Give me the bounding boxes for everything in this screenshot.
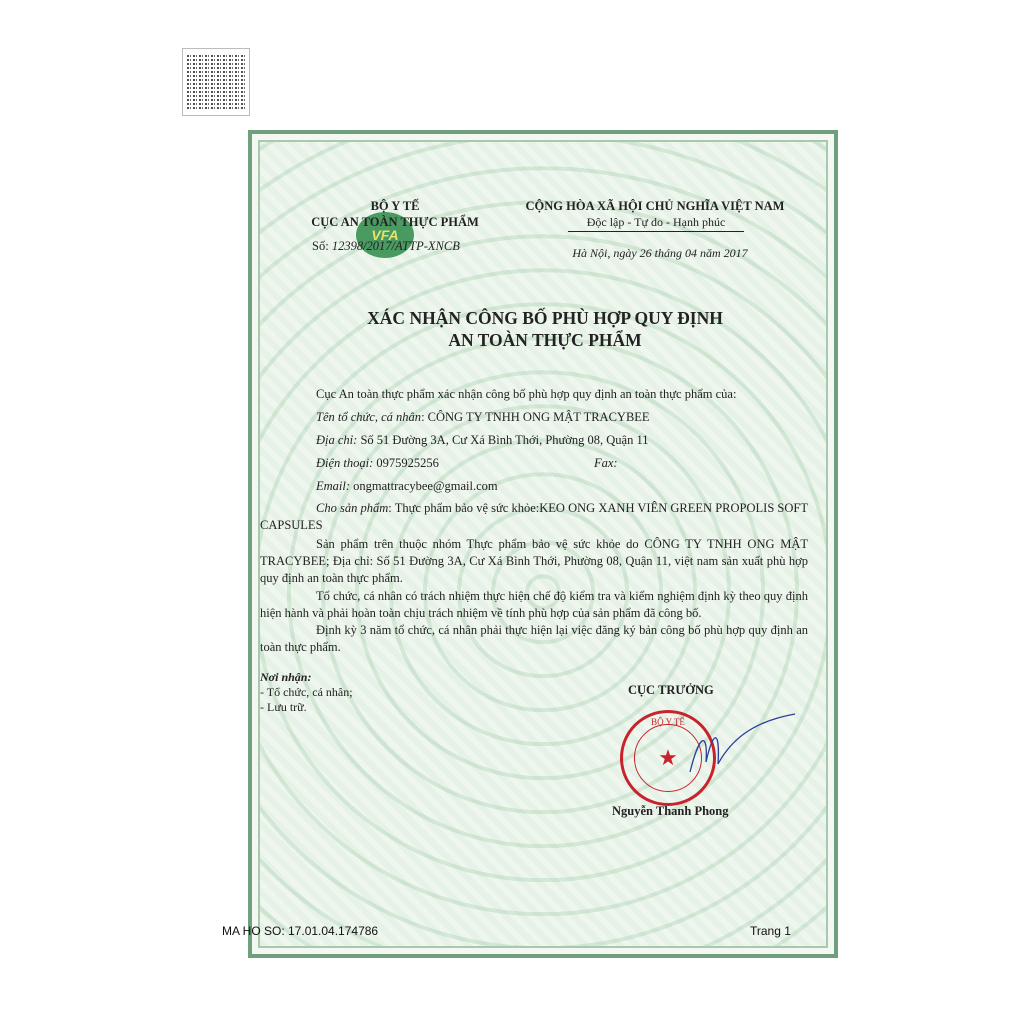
document-title-line1: XÁC NHẬN CÔNG BỐ PHÙ HỢP QUY ĐỊNH [367,308,723,328]
vfa-logo: VFA [356,212,414,258]
qr-code [182,48,250,116]
issue-date: Hà Nội, ngày 26 tháng 04 năm 2017 [572,246,748,260]
intro-text: Cục An toàn thực phẩm xác nhận công bố phù hợp quy định an toàn thực phẩm của: [316,387,737,401]
paragraph-responsibility: Tổ chức, cá nhân có trách nhiệm thực hiện chế độ kiểm tra và kiểm nghiệm định kỳ theo quy định hiện hành và phải hoàn toàn chịu trách nhiệm về tính phù hợp của sản phẩm đã công bố. [260,589,808,620]
signature-scribble [680,712,800,782]
paragraph-compliance: Sản phẩm trên thuộc nhóm Thực phẩm bảo vệ sức khỏe do CÔNG TY TNHH ONG MẬT TRACYBEE; Địa chỉ: Số 51 Đường 3A, Cư Xá Bình Thới, Phường 08, Quận 11, việt nam sản xuất phù hợp quy định an toàn thực phẩm. [260,537,808,585]
country-name: CỘNG HÒA XÃ HỘI CHỦ NGHĨA VIỆT NAM [525,199,785,213]
ministry-name: BỘ Y TẾ [370,199,420,213]
agency-name: CỤC AN TOÀN THỰC PHẨM [311,215,479,229]
recipients-label: Nơi nhận: [260,670,312,684]
star-emblem-icon: ★ [634,724,702,792]
product: Cho sản phẩm: Thực phẩm bảo vệ sức khỏe:KEO ONG XANH VIÊN GREEN PROPOLIS SOFT CAPSULES [260,501,808,532]
paragraph-renewal: Định kỳ 3 năm tổ chức, cá nhân phải thực hiện lại việc đăng ký bản công bố phù hợp quy định an toàn thực phẩm. [260,623,808,654]
signer-title: CỤC TRƯỞNG [628,683,714,697]
recipient-item: - Tổ chức, cá nhân; [260,685,353,699]
recipient-item: - Lưu trữ. [260,700,307,714]
address: Địa chỉ: Số 51 Đường 3A, Cư Xá Bình Thới, Phường 08, Quận 11 [316,433,649,447]
file-code: MA HO SO: 17.01.04.174786 [222,924,379,938]
email: Email: ongmattracybee@gmail.com [316,479,498,493]
signer-name: Nguyễn Thanh Phong [612,804,729,818]
document-number: Số: 12398/2017/ATTP-XNCB [312,239,460,253]
seal-text: BỘ Y TẾ [651,717,685,727]
page-number: Trang 1 [750,924,791,938]
document-title-line2: AN TOÀN THỰC PHẨM [448,330,642,350]
fax: Fax: [594,456,618,470]
motto: Độc lập - Tự do - Hạnh phúc [568,215,744,232]
organization: Tên tổ chức, cá nhân: CÔNG TY TNHH ONG MẬT TRACYBEE [316,410,650,424]
phone: Điện thoại: 0975925256 [316,456,439,470]
